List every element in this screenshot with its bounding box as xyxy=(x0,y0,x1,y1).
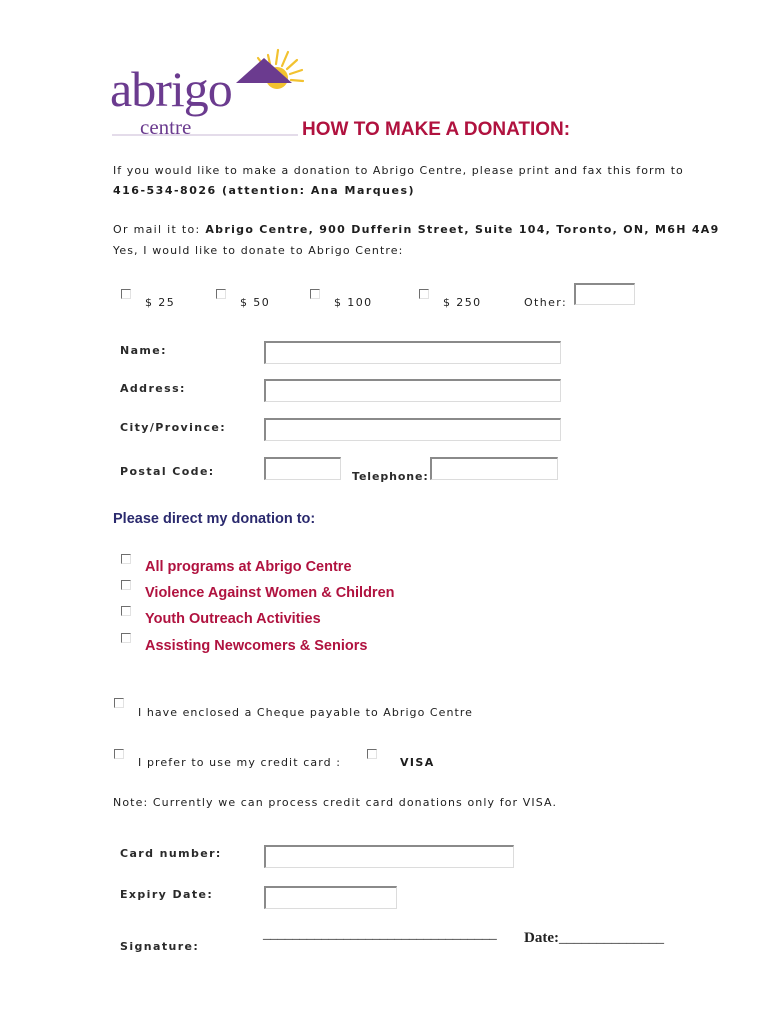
visa-label: VISA xyxy=(400,756,435,769)
abrigo-logo xyxy=(108,38,304,142)
other-amount-input[interactable] xyxy=(574,283,635,305)
amount-50-checkbox[interactable] xyxy=(216,289,226,299)
credit-card-label: I prefer to use my credit card : xyxy=(138,756,342,769)
program-violence-checkbox[interactable] xyxy=(121,580,131,590)
card-number-label: Card number: xyxy=(120,847,222,860)
name-label: Name: xyxy=(120,344,167,357)
postal-code-label: Postal Code: xyxy=(120,465,215,478)
donate-line: Yes, I would like to donate to Abrigo Centre: xyxy=(113,244,404,257)
intro-fax-line: 416-534-8026 (attention: Ana Marques) xyxy=(113,184,416,197)
mail-line xyxy=(113,223,720,236)
logo-wordmark: abrigo xyxy=(110,61,232,117)
amount-100-checkbox[interactable] xyxy=(310,289,320,299)
telephone-input[interactable] xyxy=(430,457,558,480)
signature-label: Signature: xyxy=(120,940,200,953)
visa-note: Note: Currently we can process credit card donations only for VISA. xyxy=(113,796,558,809)
amount-100-label: $ 100 xyxy=(334,296,373,309)
city-province-label: City/Province: xyxy=(120,421,227,434)
telephone-label: Telephone: xyxy=(352,470,429,483)
program-youth-checkbox[interactable] xyxy=(121,606,131,616)
credit-card-checkbox[interactable] xyxy=(114,749,124,759)
date-label: Date: xyxy=(524,930,559,946)
amount-250-checkbox[interactable] xyxy=(419,289,429,299)
expiry-date-input[interactable] xyxy=(264,886,397,909)
direct-donation-heading: Please direct my donation to: xyxy=(113,511,316,527)
date-line: ______________ xyxy=(558,930,664,946)
program-newcomers-label: Assisting Newcomers & Seniors xyxy=(145,638,368,654)
expiry-date-label: Expiry Date: xyxy=(120,888,214,901)
program-violence-label: Violence Against Women & Children xyxy=(145,585,395,601)
logo-subtext: centre xyxy=(140,115,192,139)
program-all-checkbox[interactable] xyxy=(121,554,131,564)
amount-50-label: $ 50 xyxy=(240,296,271,309)
mail-prefix: Or mail it to: xyxy=(113,223,206,236)
amount-250-label: $ 250 xyxy=(443,296,482,309)
program-newcomers-checkbox[interactable] xyxy=(121,633,131,643)
visa-checkbox[interactable] xyxy=(367,749,377,759)
amount-25-checkbox[interactable] xyxy=(121,289,131,299)
card-number-input[interactable] xyxy=(264,845,514,868)
other-amount-label: Other: xyxy=(524,296,568,309)
postal-code-input[interactable] xyxy=(264,457,341,480)
address-label: Address: xyxy=(120,382,186,395)
city-province-input[interactable] xyxy=(264,418,561,441)
cheque-label: I have enclosed a Cheque payable to Abrigo Centre xyxy=(138,706,473,719)
page-title: HOW TO MAKE A DONATION: xyxy=(302,119,571,140)
date-field[interactable] xyxy=(524,930,664,947)
cheque-checkbox[interactable] xyxy=(114,698,124,708)
mail-address: Abrigo Centre, 900 Dufferin Street, Suite 104, Toronto, ON, M6H 4A9 xyxy=(205,223,720,236)
signature-line[interactable]: ________________________________ xyxy=(263,926,497,942)
name-input[interactable] xyxy=(264,341,561,364)
program-all-label: All programs at Abrigo Centre xyxy=(145,559,352,575)
address-input[interactable] xyxy=(264,379,561,402)
amount-25-label: $ 25 xyxy=(145,296,176,309)
intro-line-1: If you would like to make a donation to Abrigo Centre, please print and fax this form to xyxy=(113,164,684,177)
program-youth-label: Youth Outreach Activities xyxy=(145,611,321,627)
